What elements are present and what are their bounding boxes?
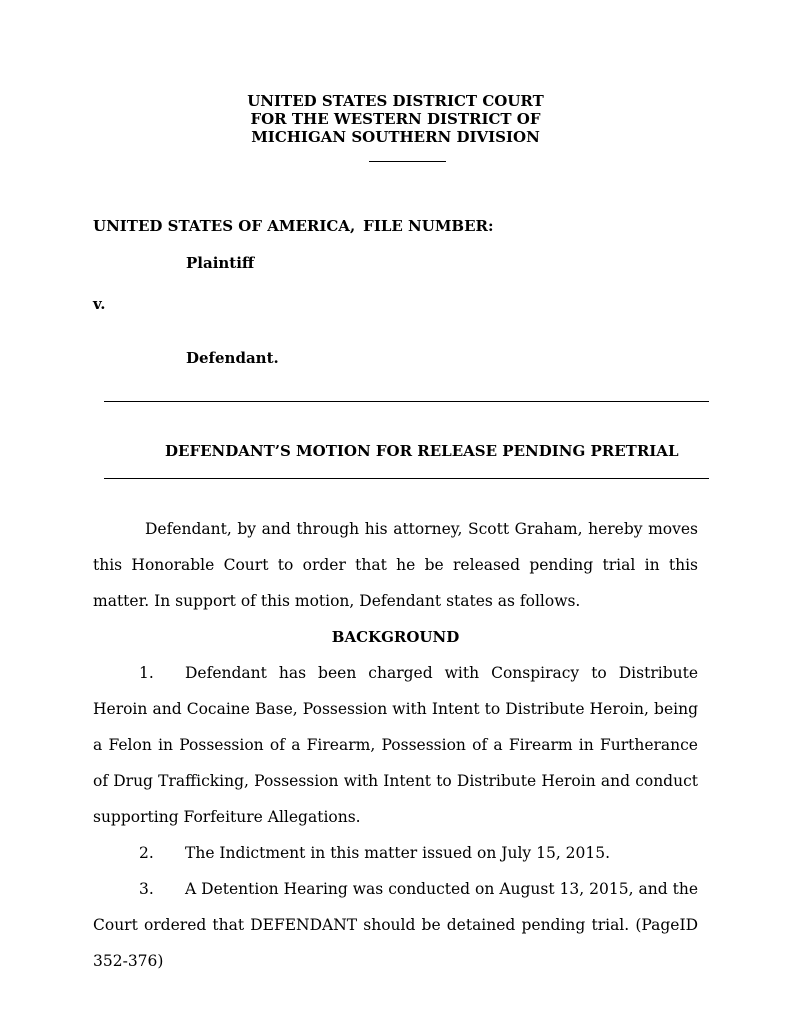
motion-title: DEFENDANT’S MOTION FOR RELEASE PENDING PRETRIAL xyxy=(165,442,679,460)
paragraph-number: 3. xyxy=(139,880,154,898)
case-caption-title xyxy=(93,217,494,235)
intro-paragraph: Defendant, by and through his attorney, Scott Graham, hereby moves this Honorable Court to order that he be released pending trial in this matter. In support of this motion, Defendant states as follows. xyxy=(93,520,698,610)
header-divider xyxy=(369,161,446,162)
numbered-paragraph-2 xyxy=(93,835,698,871)
title-top-rule xyxy=(104,401,709,402)
numbered-paragraph-3 xyxy=(93,871,698,979)
paragraph-number: 2. xyxy=(139,844,154,862)
background-heading: BACKGROUND xyxy=(331,628,460,646)
paragraph-number: 1. xyxy=(139,664,154,682)
paragraph-text: The Indictment in this matter issued on July 15, 2015. xyxy=(185,844,611,862)
file-number-label: FILE NUMBER: xyxy=(363,217,494,235)
defendant-label: Defendant. xyxy=(186,349,279,367)
plaintiff-party-name: UNITED STATES OF AMERICA, xyxy=(93,217,356,235)
court-header xyxy=(0,92,791,146)
motion-body xyxy=(93,511,698,979)
court-name-line-3: MICHIGAN SOUTHERN DIVISION xyxy=(251,128,540,146)
numbered-paragraph-1 xyxy=(93,655,698,835)
court-name-line-1: UNITED STATES DISTRICT COURT xyxy=(247,92,544,110)
versus-label: v. xyxy=(93,295,106,313)
paragraph-text: Defendant has been charged with Conspiracy to Distribute Heroin and Cocaine Base, Possession with Intent to Distribute Heroin, being a Felon in Possession of a Firearm, Possession of a Firearm in Furtherance of Drug Trafficking, Possession with Intent to Distribute Heroin and conduct supporting Forfeiture Allegations. xyxy=(93,664,698,826)
court-name-line-2: FOR THE WESTERN DISTRICT OF xyxy=(250,110,541,128)
plaintiff-label: Plaintiff xyxy=(186,254,255,272)
paragraph-text: A Detention Hearing was conducted on August 13, 2015, and the Court ordered that DEFENDANT should be detained pending trial. (PageID 352-376) xyxy=(93,880,698,970)
title-bottom-rule xyxy=(104,478,709,479)
